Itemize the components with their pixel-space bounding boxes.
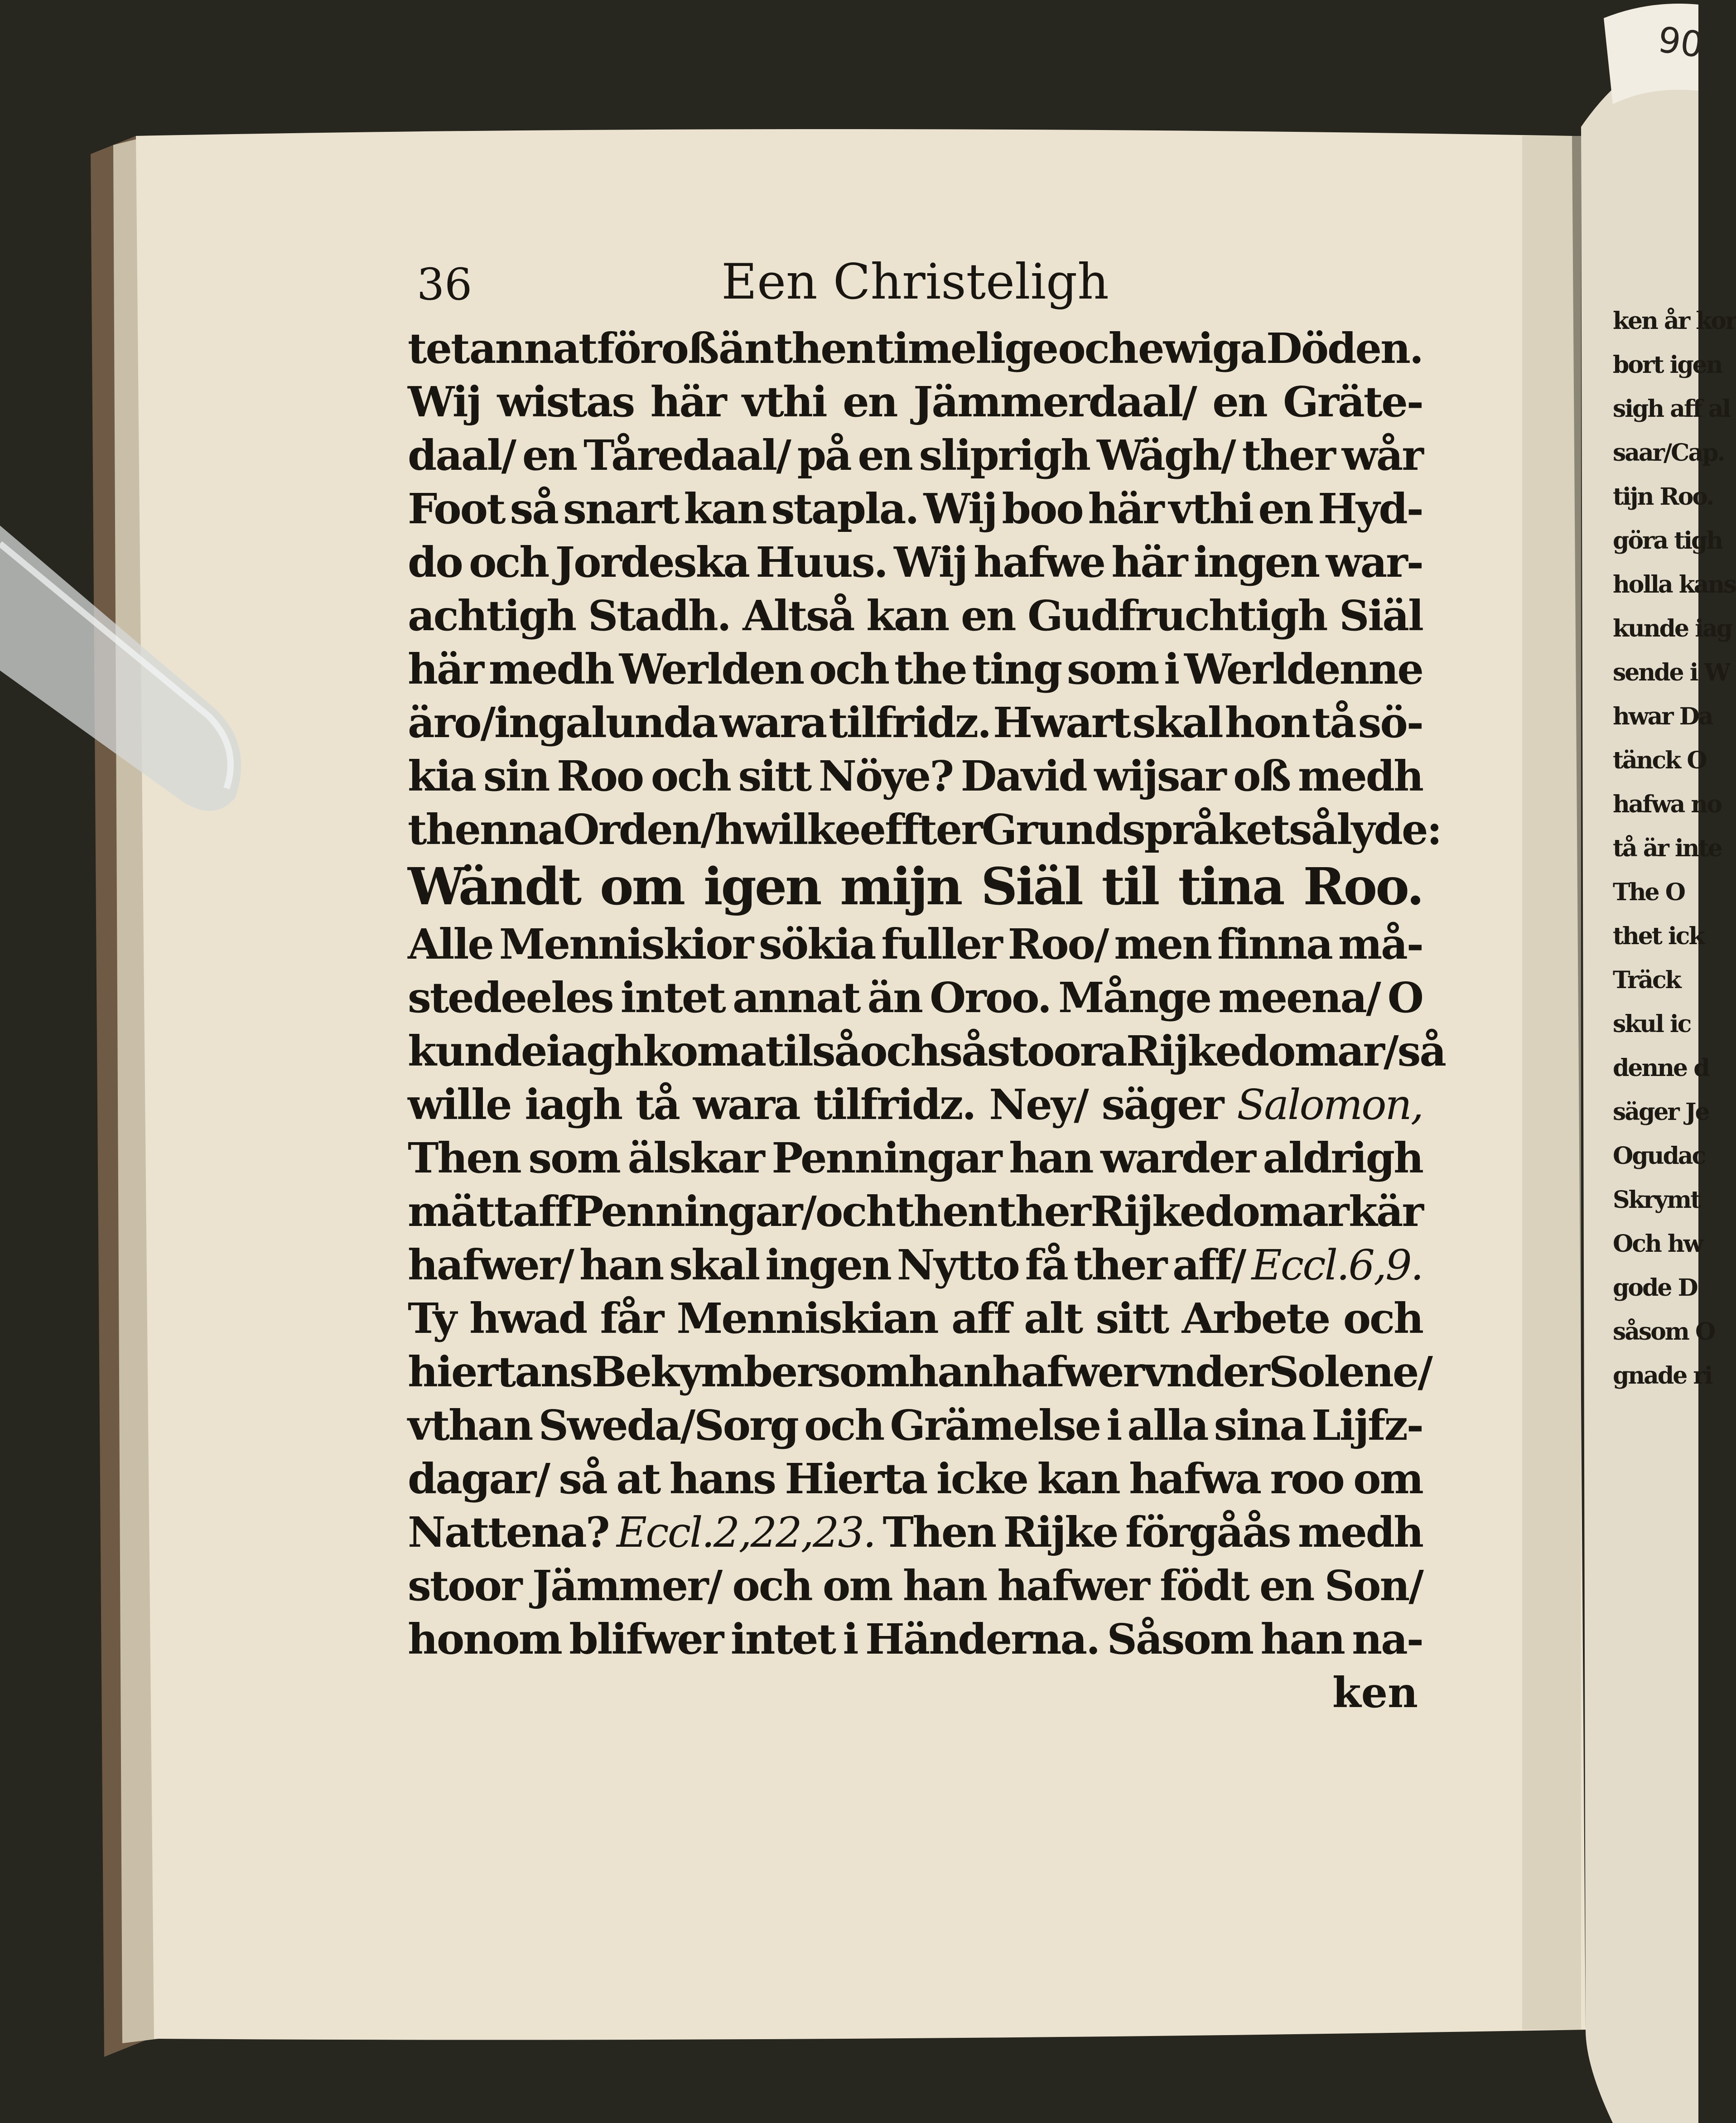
word: oß xyxy=(661,324,718,373)
word: stedeeles xyxy=(408,973,613,1022)
word: Foot xyxy=(408,484,505,533)
word: warder xyxy=(1100,1134,1255,1182)
facing-line: hwar Da xyxy=(1613,703,1712,730)
word: Wägh/ xyxy=(1096,431,1235,480)
word: then xyxy=(773,324,875,373)
word: Arbete xyxy=(1181,1294,1330,1343)
word: en xyxy=(858,431,912,480)
word: tå xyxy=(635,1080,679,1129)
word: Jämmerdaal/ xyxy=(913,377,1196,426)
word: som xyxy=(817,1347,909,1396)
text-line xyxy=(408,642,1423,696)
page-number: 36 xyxy=(417,259,473,310)
word: Jämmer/ xyxy=(532,1561,722,1610)
word: medh xyxy=(1297,752,1423,801)
word: en xyxy=(1212,377,1267,426)
word: aldrigh xyxy=(1263,1134,1423,1182)
word: e/ xyxy=(1392,1347,1432,1396)
word: hon xyxy=(1225,698,1309,747)
word: boo xyxy=(1002,484,1083,533)
text-line xyxy=(408,856,1423,917)
word: koma xyxy=(643,1027,766,1076)
word: thenna xyxy=(408,805,564,854)
text-line xyxy=(408,589,1423,642)
shelfmark-tag: 90 xyxy=(1655,19,1706,66)
word: roo xyxy=(1270,1454,1344,1503)
word: äro/ingalunda xyxy=(408,698,717,747)
word: han xyxy=(1009,1134,1093,1182)
text-line xyxy=(408,749,1423,803)
word: war- xyxy=(1326,538,1423,587)
word: hafwa xyxy=(1129,1454,1261,1503)
word: honom xyxy=(408,1615,561,1664)
text-line xyxy=(408,917,1423,971)
word: igen xyxy=(704,857,820,917)
word: Nattena? xyxy=(408,1508,609,1557)
word: hafwer/ xyxy=(408,1240,573,1289)
word: Huus. xyxy=(756,538,887,587)
word: kunde xyxy=(408,1027,546,1076)
word: i xyxy=(1106,1401,1121,1450)
word: Eccl.2,22,23. xyxy=(616,1508,875,1557)
word: i xyxy=(843,1615,858,1664)
word: aff xyxy=(951,1294,1010,1343)
word: do xyxy=(408,538,462,587)
word: ewiga xyxy=(1138,324,1266,373)
facing-line: saar/Cap. xyxy=(1613,439,1724,467)
word: Wij xyxy=(408,377,481,426)
word: Penningar xyxy=(772,1134,1001,1182)
word: här xyxy=(1111,538,1187,587)
word: sitt xyxy=(738,752,811,801)
word: tilfridz. xyxy=(829,698,991,747)
word: få xyxy=(1025,1240,1067,1289)
word: medh xyxy=(488,645,613,694)
word: kär xyxy=(1349,1187,1423,1236)
word: och xyxy=(732,1561,812,1610)
word: timelige xyxy=(875,324,1058,373)
word: en xyxy=(843,377,897,426)
word: ingen xyxy=(1193,538,1319,587)
word: Penningar/och xyxy=(572,1187,895,1236)
word: Rijke xyxy=(1003,1508,1118,1557)
word: säger xyxy=(1101,1080,1223,1129)
word: Gräte- xyxy=(1283,377,1423,426)
word: meena/ xyxy=(1218,973,1380,1022)
word: här xyxy=(408,645,483,694)
word: hafwe xyxy=(974,538,1105,587)
facing-line: bort igen xyxy=(1613,351,1722,379)
word: vthan xyxy=(408,1401,532,1450)
word: ther xyxy=(1242,431,1335,480)
text-line xyxy=(408,1238,1423,1292)
word: dagar/ xyxy=(408,1454,549,1503)
word: han xyxy=(908,1347,992,1396)
word: iagh xyxy=(546,1027,643,1076)
word: tina xyxy=(1178,857,1283,917)
text-line xyxy=(408,482,1423,536)
word: en xyxy=(1259,1561,1314,1610)
word: så xyxy=(559,1454,607,1503)
word: annat xyxy=(733,973,860,1022)
word: intet xyxy=(730,1615,835,1664)
word: sitt xyxy=(1095,1294,1168,1343)
word: ther xyxy=(1073,1240,1167,1289)
word: Orden/ xyxy=(563,805,715,854)
word: hans xyxy=(669,1454,775,1503)
word: Gudfruchtigh xyxy=(1027,591,1327,640)
word: men xyxy=(1114,920,1211,969)
word: Hyd- xyxy=(1317,484,1423,533)
word: wijsar xyxy=(1094,752,1225,801)
text-line xyxy=(408,1024,1445,1078)
text-line xyxy=(408,1559,1423,1612)
word: en xyxy=(1258,484,1312,533)
text-line xyxy=(408,803,1441,856)
word: mätt xyxy=(408,1187,512,1236)
text-line xyxy=(408,971,1423,1024)
word: älskar xyxy=(627,1134,764,1182)
word: vnder xyxy=(1143,1347,1269,1396)
word: iagh xyxy=(525,1080,622,1129)
facing-line: holla kans xyxy=(1613,571,1736,598)
word: kan xyxy=(866,591,949,640)
facing-line: kunde iag xyxy=(1613,615,1731,642)
word: annat xyxy=(469,324,597,373)
word: alla xyxy=(1127,1401,1208,1450)
facing-line: såsom O xyxy=(1613,1318,1715,1346)
word: hiertans xyxy=(408,1347,592,1396)
word: til xyxy=(765,1027,812,1076)
facing-line: tänck O xyxy=(1613,747,1706,774)
word: oß xyxy=(1233,752,1290,801)
text-line xyxy=(408,1399,1423,1452)
word: Wij xyxy=(923,484,997,533)
word: så xyxy=(812,1027,860,1076)
facing-line: tijn Roo. xyxy=(1613,483,1713,511)
word: hafwer xyxy=(992,1347,1143,1396)
text-line xyxy=(408,1292,1423,1345)
word: sliprigh xyxy=(919,431,1090,480)
word: om xyxy=(822,1561,892,1610)
word: Grundspråket xyxy=(981,805,1289,854)
word: Altså xyxy=(743,591,854,640)
word: hwad xyxy=(469,1294,587,1343)
word: tet xyxy=(408,324,469,373)
word: Menniskian xyxy=(676,1294,938,1343)
word: får xyxy=(600,1294,663,1343)
word: på xyxy=(797,431,851,480)
word: om xyxy=(1353,1454,1423,1503)
facing-line: denne d xyxy=(1613,1054,1709,1082)
word: Bekymber xyxy=(591,1347,817,1396)
word: intet xyxy=(620,973,725,1022)
word: Nöye? xyxy=(818,752,953,801)
word: så xyxy=(939,1027,987,1076)
word: wår xyxy=(1341,431,1423,480)
word: achtigh xyxy=(408,591,576,640)
word: må- xyxy=(1338,920,1423,969)
text-line xyxy=(408,1345,1432,1399)
word: Then xyxy=(882,1508,996,1557)
word: til xyxy=(1101,857,1158,917)
word: Sweda/Sorg xyxy=(538,1401,798,1450)
word: Eccl.6,9. xyxy=(1251,1241,1423,1289)
word: i xyxy=(1164,645,1179,694)
facing-line: The O xyxy=(1613,878,1684,906)
word: Then xyxy=(408,1134,521,1182)
facing-line: gnade ri xyxy=(1613,1362,1712,1390)
word: kia xyxy=(408,752,476,801)
word: Roo/ xyxy=(1008,920,1108,969)
word: stoora xyxy=(987,1027,1126,1076)
word: kan xyxy=(1037,1454,1119,1503)
word: Menniskior xyxy=(499,920,753,969)
word: medh xyxy=(1297,1508,1423,1557)
word: Stadh. xyxy=(588,591,730,640)
word: Alle xyxy=(408,920,493,969)
word: Jordeska xyxy=(555,538,749,587)
catchword: ken xyxy=(1332,1668,1418,1717)
word: en xyxy=(961,591,1015,640)
word: Solen xyxy=(1268,1347,1393,1396)
word: tilfridz. xyxy=(813,1080,975,1129)
word: så xyxy=(1397,1027,1445,1076)
word: David xyxy=(960,752,1086,801)
word: effter xyxy=(859,805,982,854)
word: här xyxy=(1088,484,1163,533)
word: aff xyxy=(512,1187,572,1236)
word: här xyxy=(650,377,726,426)
word: snart xyxy=(563,484,679,533)
word: at xyxy=(616,1454,660,1503)
word: Roo xyxy=(556,752,643,801)
word: ting xyxy=(972,645,1061,694)
word: Döden. xyxy=(1266,324,1423,373)
text-line xyxy=(408,429,1423,482)
word: än xyxy=(867,973,922,1022)
word: Rijkedomar/ xyxy=(1126,1027,1398,1076)
word: Wändt xyxy=(408,857,580,917)
word: förgåås xyxy=(1125,1508,1290,1557)
facing-line: sende i W xyxy=(1613,659,1729,686)
word: födt xyxy=(1160,1561,1249,1610)
word: Ney/ xyxy=(989,1080,1088,1129)
word: sö- xyxy=(1358,698,1423,747)
text-line xyxy=(408,1452,1423,1505)
word: och xyxy=(651,752,730,801)
left-page xyxy=(408,254,1445,1719)
word: Siäl xyxy=(1339,591,1423,640)
running-title: Een Christeligh xyxy=(721,254,1109,310)
facing-line: göra tigh xyxy=(1613,527,1722,555)
page-header xyxy=(408,254,1423,317)
word: the xyxy=(894,645,966,694)
word: Händerna. xyxy=(865,1615,1099,1664)
word: fuller xyxy=(881,920,1002,969)
word: then xyxy=(895,1187,997,1236)
word: och xyxy=(1343,1294,1423,1343)
word: han xyxy=(579,1240,663,1289)
word: Såsom xyxy=(1107,1615,1253,1664)
word: och xyxy=(468,538,549,587)
word: och xyxy=(804,1401,884,1450)
body-text xyxy=(408,322,1445,1666)
word: som xyxy=(528,1134,620,1182)
word: aff/ xyxy=(1172,1240,1245,1289)
word: mijn xyxy=(840,857,961,917)
word: Werlden xyxy=(619,645,804,694)
word: och xyxy=(809,645,889,694)
word: Oroo. xyxy=(930,973,1051,1022)
facing-line: Och hw xyxy=(1613,1230,1702,1258)
word: vthi xyxy=(742,377,826,426)
facing-line: ken år kor xyxy=(1613,307,1736,335)
word: kan xyxy=(684,484,766,533)
word: Lijfz- xyxy=(1312,1401,1423,1450)
word: stoor xyxy=(408,1561,521,1610)
text-line xyxy=(408,1185,1423,1238)
word: och xyxy=(860,1027,940,1076)
word: sökia xyxy=(759,920,875,969)
word: så xyxy=(1288,805,1337,854)
word: stapla. xyxy=(771,484,918,533)
word: Salomon, xyxy=(1237,1081,1423,1129)
word: så xyxy=(510,484,558,533)
word: sin xyxy=(483,752,549,801)
word: alt xyxy=(1024,1294,1082,1343)
word: skal xyxy=(669,1240,759,1289)
text-line xyxy=(408,322,1423,375)
word: och xyxy=(1058,324,1138,373)
text-line xyxy=(408,1078,1423,1131)
text-line xyxy=(408,1612,1423,1666)
text-line xyxy=(408,1505,1423,1559)
word: na- xyxy=(1352,1615,1423,1664)
word: hwilke xyxy=(714,805,860,854)
word: Hierta xyxy=(785,1454,927,1503)
word: lyde: xyxy=(1336,805,1441,854)
word: Wij xyxy=(894,538,967,587)
facing-line: gode D xyxy=(1613,1274,1697,1302)
word: han xyxy=(902,1561,987,1610)
word: Tåredaal/ xyxy=(583,431,790,480)
word: Roo. xyxy=(1303,857,1423,917)
word: för xyxy=(597,324,661,373)
word: än xyxy=(719,324,773,373)
word: wara xyxy=(693,1080,800,1129)
word: Hwart xyxy=(993,698,1130,747)
word: vthi xyxy=(1168,484,1253,533)
text-line xyxy=(408,536,1423,589)
word: hafwer xyxy=(997,1561,1149,1610)
word: Siäl xyxy=(981,857,1082,917)
text-line xyxy=(408,1131,1423,1185)
facing-line: säger Je xyxy=(1613,1098,1709,1126)
word: wara xyxy=(719,698,826,747)
word: Nytto xyxy=(897,1240,1019,1289)
word: som xyxy=(1067,645,1158,694)
word: sina xyxy=(1214,1401,1305,1450)
word: en xyxy=(522,431,577,480)
word: finna xyxy=(1217,920,1332,969)
word: Månge xyxy=(1058,973,1211,1022)
facing-line: Skrymt xyxy=(1613,1186,1700,1214)
word: blifwer xyxy=(569,1615,723,1664)
word: ther xyxy=(997,1187,1090,1236)
word: wille xyxy=(408,1080,511,1129)
word: Son/ xyxy=(1324,1561,1423,1610)
word: icke xyxy=(936,1454,1028,1503)
text-line xyxy=(408,696,1423,749)
word: O xyxy=(1387,973,1423,1022)
word: han xyxy=(1260,1615,1344,1664)
facing-line: tå är inte xyxy=(1613,835,1722,862)
word: Ty xyxy=(408,1294,456,1343)
word: Werldenne xyxy=(1184,645,1423,694)
text-line xyxy=(408,375,1423,429)
word: tå xyxy=(1312,698,1355,747)
word: daal/ xyxy=(408,431,516,480)
facing-line: thet ick xyxy=(1613,922,1704,950)
facing-line: hafwa no xyxy=(1613,791,1721,818)
facing-page-text xyxy=(1613,299,1736,1398)
facing-line: Träck xyxy=(1613,966,1680,994)
facing-line: skul ic xyxy=(1613,1010,1691,1038)
word: ingen xyxy=(765,1240,891,1289)
word: Rijkedomar xyxy=(1090,1187,1348,1236)
facing-line: sigh aff al xyxy=(1613,395,1730,423)
word: skal xyxy=(1132,698,1222,747)
word: wistas xyxy=(497,377,634,426)
word: Grämelse xyxy=(890,1401,1100,1450)
word: om xyxy=(599,857,684,917)
facing-line: Ogudac xyxy=(1613,1142,1705,1170)
